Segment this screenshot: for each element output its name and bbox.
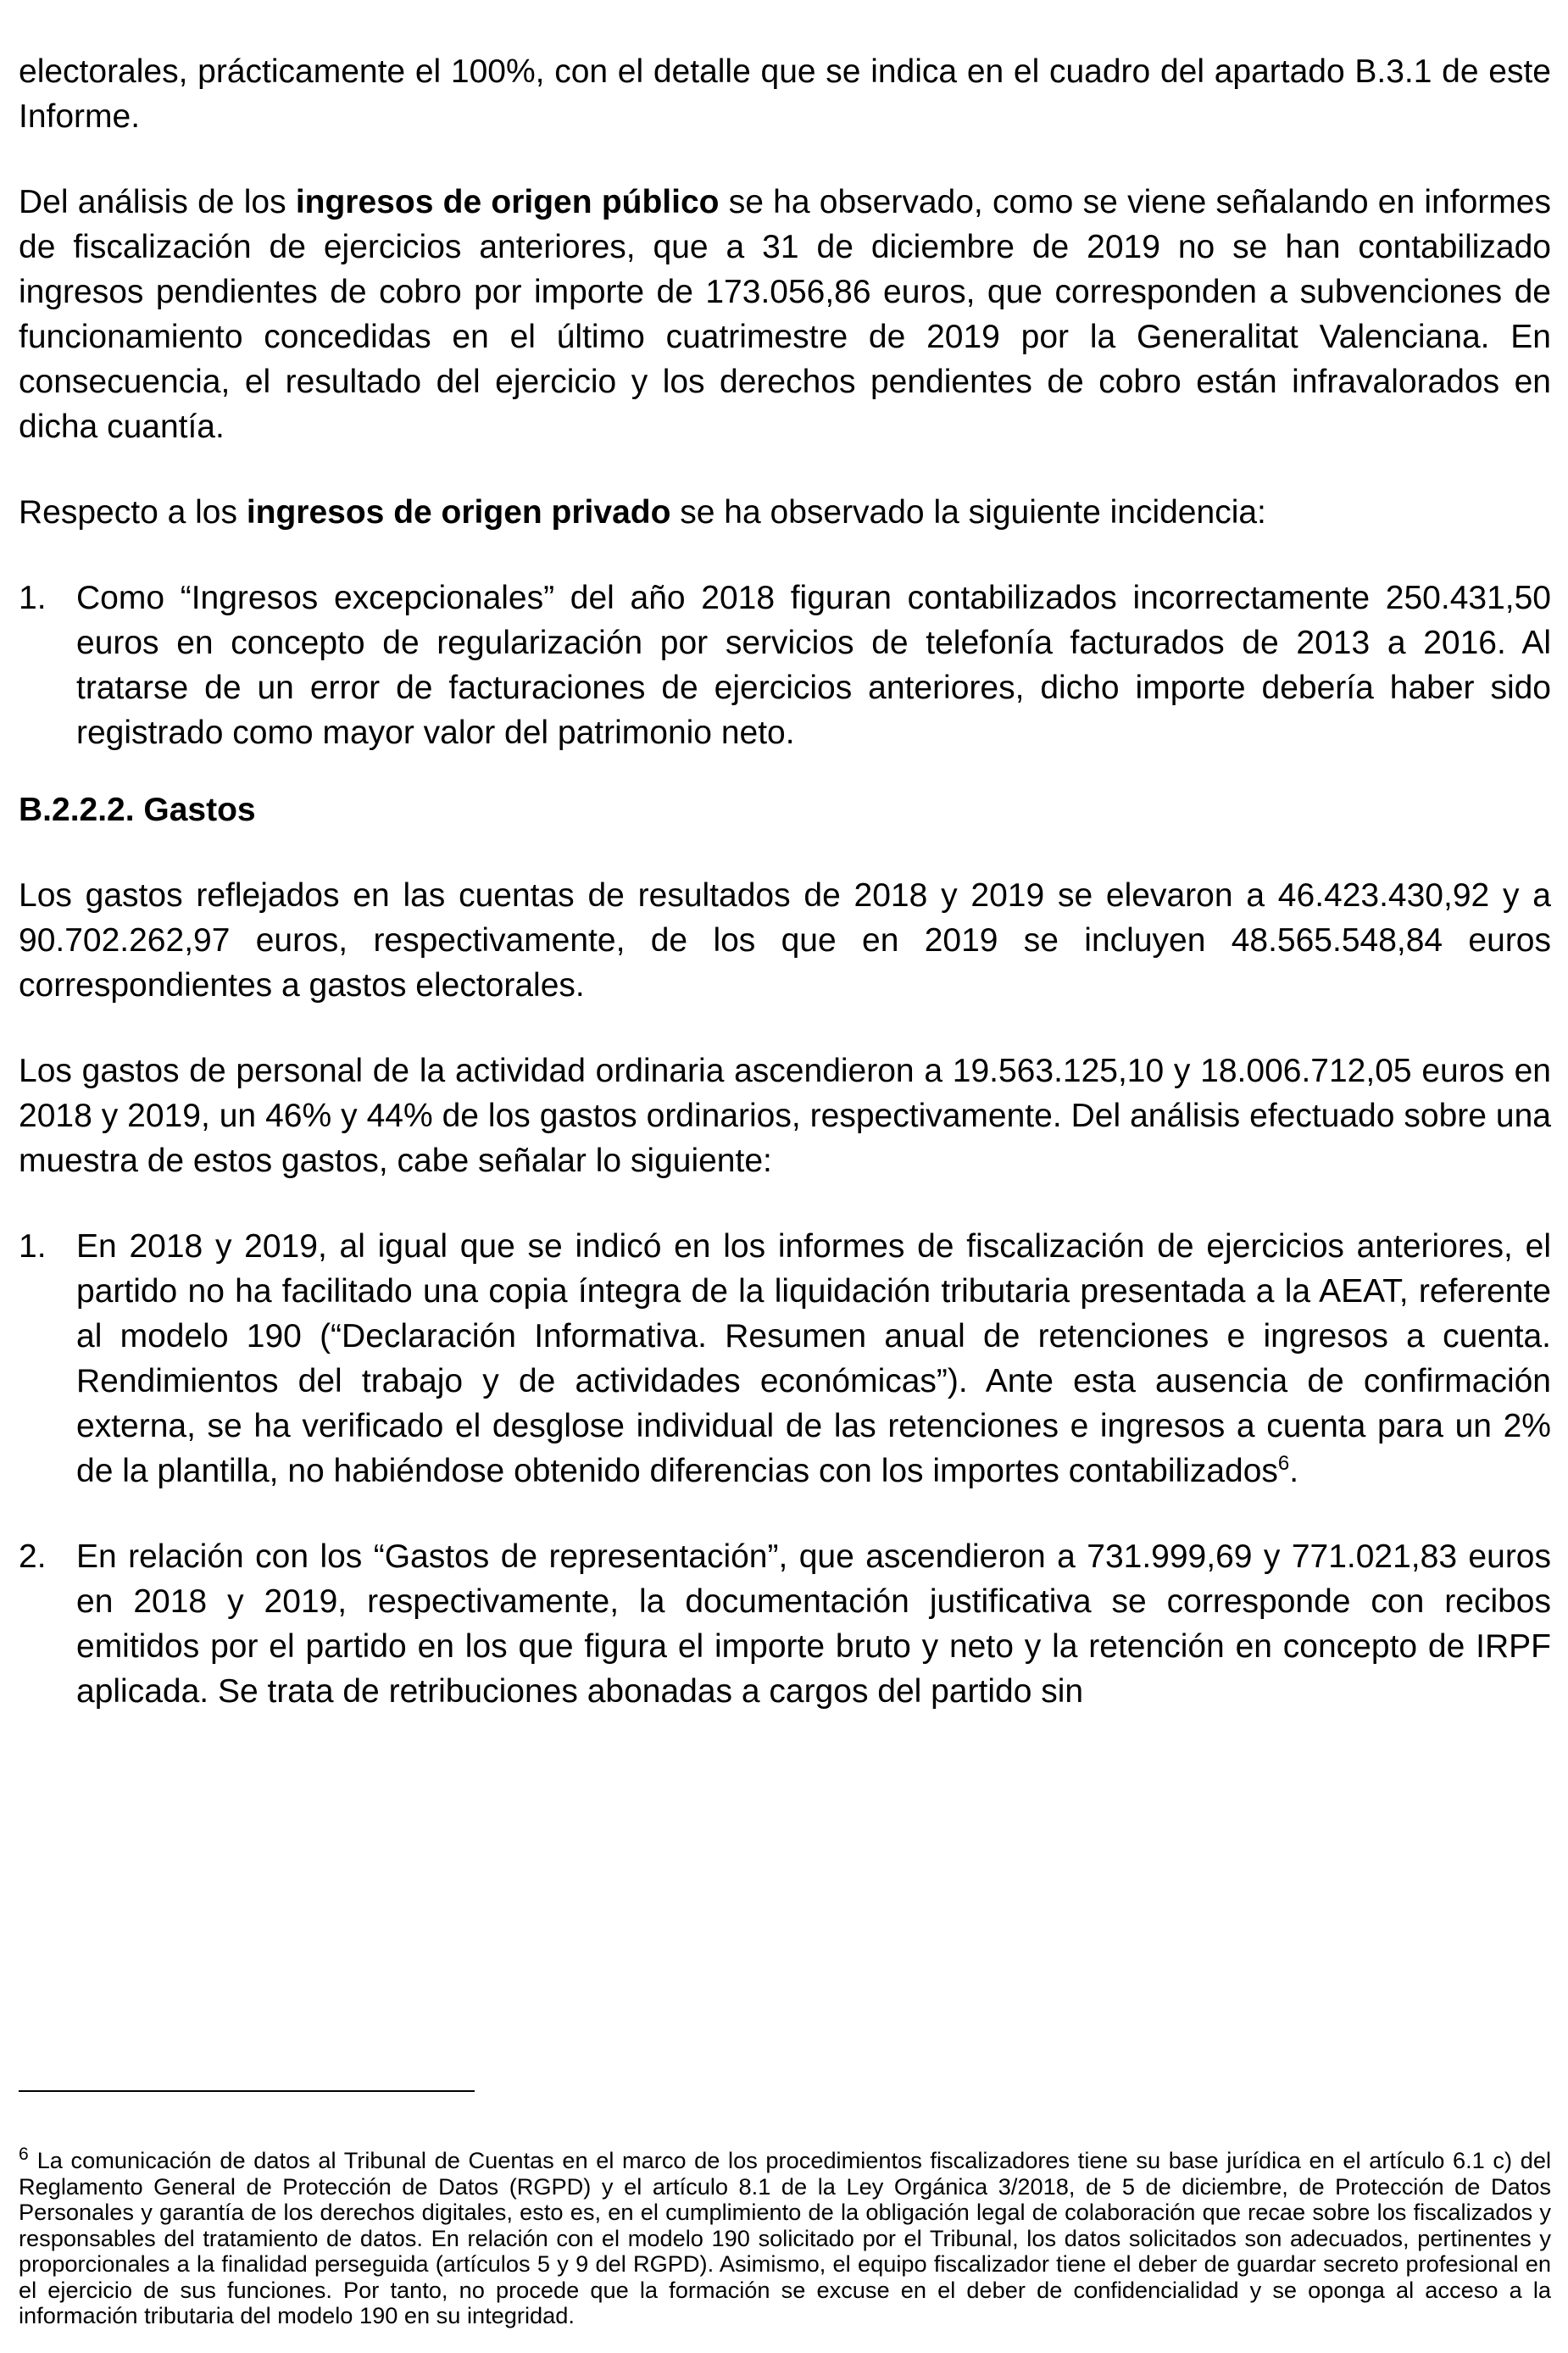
private-income-rest: se ha observado la siguiente incidencia:: [670, 494, 1266, 531]
list-text-suffix: .: [1289, 1453, 1299, 1489]
footnote-marker: 6: [19, 2144, 29, 2164]
private-income-paragraph: [19, 490, 1551, 535]
footnote-reference[interactable]: 6: [1277, 1452, 1290, 1475]
document-body: [19, 49, 1551, 1746]
public-income-prefix: Del análisis de los: [19, 184, 296, 220]
list-number: 1.: [19, 580, 47, 616]
public-income-paragraph: [19, 180, 1551, 449]
footnote: [19, 2144, 1551, 2329]
private-income-bold: ingresos de origen privado: [246, 494, 671, 531]
intro-continuation-paragraph: electorales, prácticamente el 100%, con el detalle que se indica en el cuadro del apartado B.3.1 de este Informe.: [19, 53, 1551, 135]
footnote-text: La comunicación de datos al Tribunal de Cuentas en el marco de los procedimientos fiscalizadores tiene su base jurídica en el artículo 6.1 c) del Reglamento General de Protección de Datos (RGPD) y el artículo 8.1 de la Ley Orgánica 3/2018, de 5 de diciembre, de Protección de Datos Personales y garantía de los derechos digitales, esto es, en el cumplimiento de la obligación legal de colaboración que recae sobre los fiscalizados y responsables del tratamiento de datos. En relación con el modelo 190 solicitado por el Tribunal, los datos solicitados son adecuados, pertinentes y proporcionales a la finalidad perseguida (artículos 5 y 9 del RGPD). Asimismo, el equipo fiscalizador tiene el deber de guardar secreto profesional en el ejercicio de sus funciones. Por tanto, no procede que la formación se excuse en el deber de confidencialidad y se oponga al acceso a la información tributaria del modelo 190 en su integridad.: [19, 2147, 1551, 2328]
private-income-prefix: Respecto a los: [19, 494, 247, 531]
section-heading-gastos: B.2.2.2. Gastos: [19, 792, 256, 828]
footnote-separator: [19, 2090, 475, 2092]
list-text: Como “Ingresos excepcionales” del año 2018 figuran contabilizados incorrectamente 250.431,50 euros en concepto de regularización por servicios de telefonía facturados de 2013 a 2016. Al tratarse de un error de facturaciones de ejercicios anteriores, dicho importe debería haber sido registrado como mayor valor del patrimonio neto.: [76, 580, 1551, 751]
expenses-list-item: [19, 1534, 1551, 1714]
public-income-rest: se ha observado, como se viene señalando en informes de fiscalización de ejercicios anteriores, que a 31 de diciembre de 2019 no se han contabilizado ingresos pendientes de cobro por importe de 173.056,86 euros, que corresponden a subvenciones de funcionamiento concedidas en el último cuatrimestre de 2019 por la Generalitat Valenciana. En consecuencia, el resultado del ejercicio y los derechos pendientes de cobro están infravalorados en dicha cuantía.: [19, 184, 1551, 445]
list-text: En relación con los “Gastos de representación”, que ascendieron a 731.999,69 y 771.021,83 euros en 2018 y 2019, respectivamente, la documentación justificativa se corresponde con recibos emitidos por el partido en los que figura el importe bruto y neto y la retención en concepto de IRPF aplicada. Se trata de retribuciones abonadas a cargos del partido sin: [76, 1538, 1551, 1710]
personnel-paragraph: Los gastos de personal de la actividad ordinaria ascendieron a 19.563.125,10 y 18.006.712,05 euros en 2018 y 2019, un 46% y 44% de los gastos ordinarios, respectivamente. Del análisis efectuado sobre una muestra de estos gastos, cabe señalar lo siguiente:: [19, 1053, 1551, 1179]
list-text-body: En 2018 y 2019, al igual que se indicó en los informes de fiscalización de ejercicios anteriores, el partido no ha facilitado una copia íntegra de la liquidación tributaria presentada a la AEAT, referente al modelo 190 (“Declaración Informativa. Resumen anual de retenciones e ingresos a cuenta. Rendimientos del trabajo y de actividades económicas”). Ante esta ausencia de confirmación externa, se ha verificado el desglose individual de las retenciones e ingresos a cuenta para un 2% de la plantilla, no habiéndose obtenido diferencias con los importes contabilizados: [76, 1228, 1551, 1489]
expenses-paragraph: Los gastos reflejados en las cuentas de resultados de 2018 y 2019 se elevaron a 46.423.430,92 y a 90.702.262,97 euros, respectivamente, de los que en 2019 se incluyen 48.565.548,84 euros correspondientes a gastos electorales.: [19, 877, 1551, 1004]
expenses-list-item: [19, 1224, 1551, 1494]
list-number: 1.: [19, 1228, 47, 1265]
list-number: 2.: [19, 1538, 47, 1575]
private-list-item: [19, 576, 1551, 755]
list-text: [76, 1224, 1551, 1494]
public-income-bold: ingresos de origen público: [295, 184, 720, 220]
